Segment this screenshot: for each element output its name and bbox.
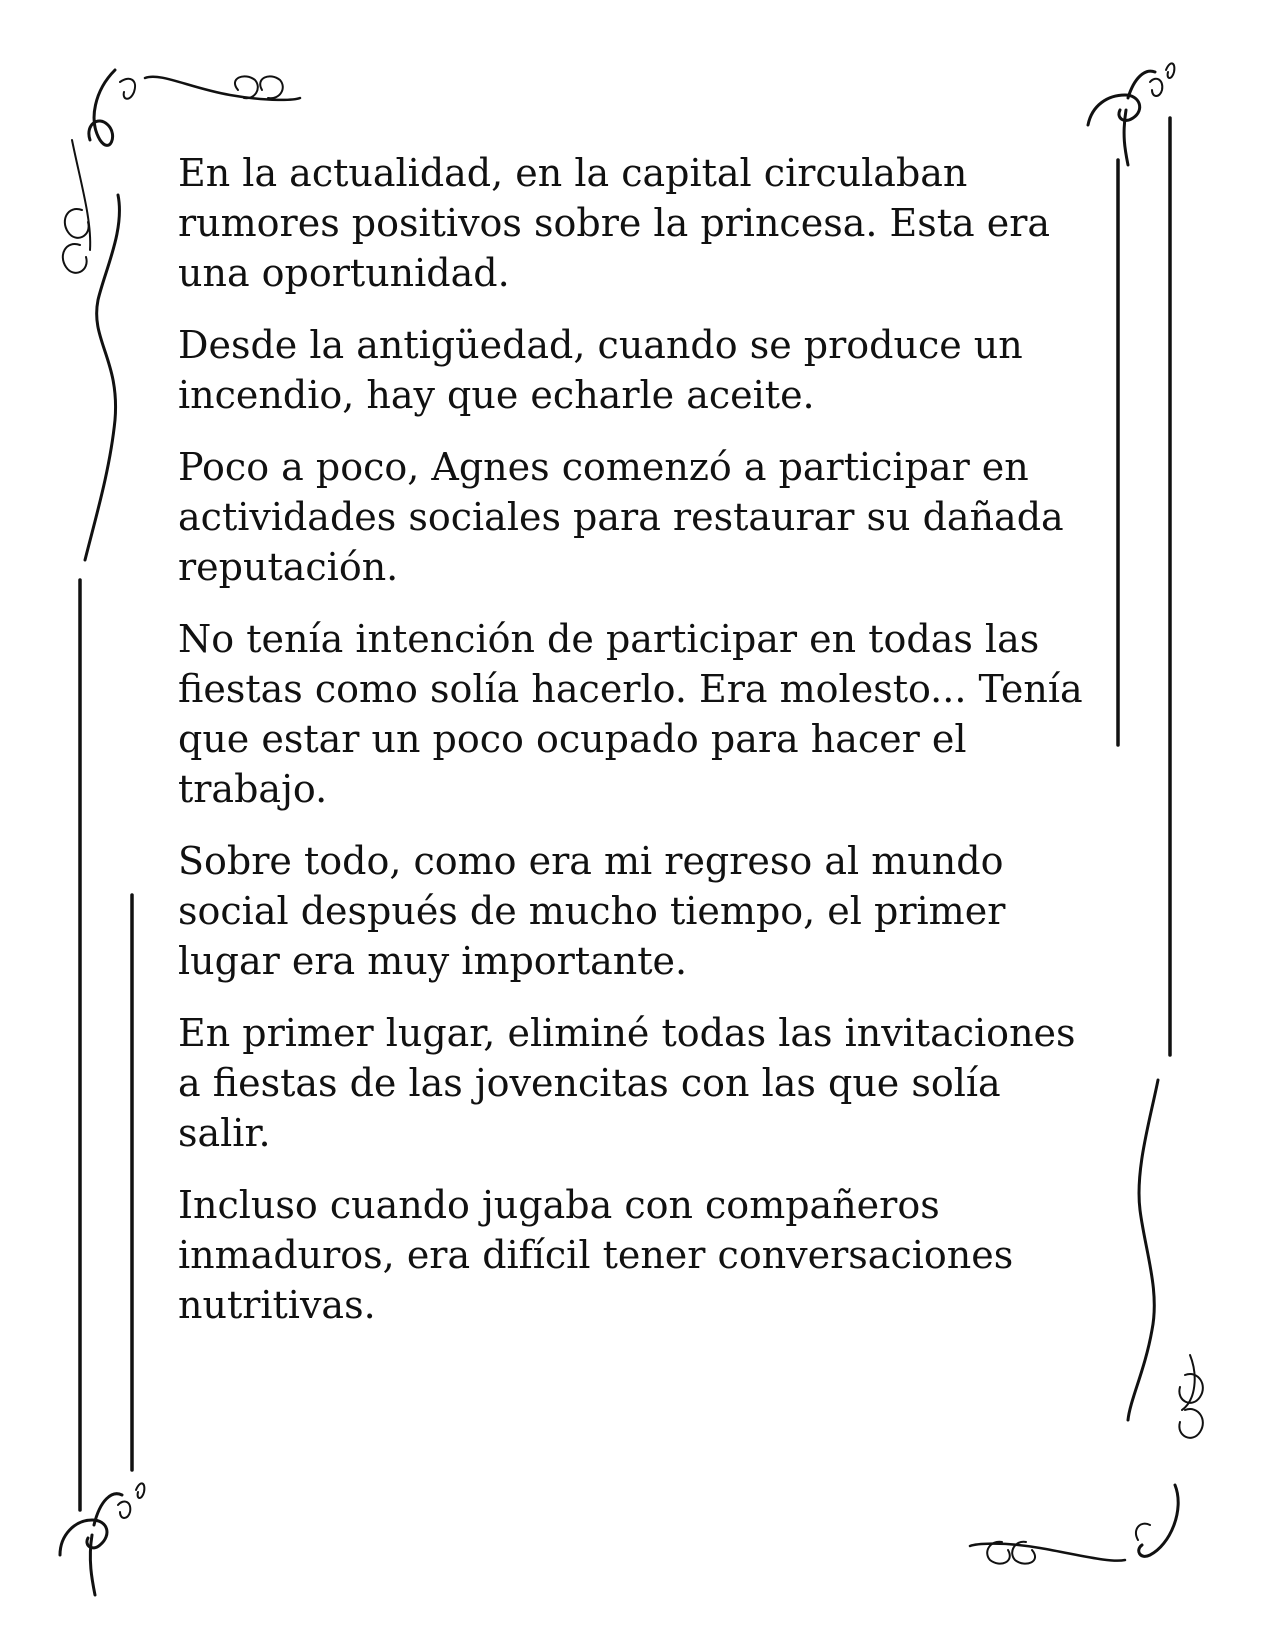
flourish-bottom-left [60, 1483, 144, 1595]
paragraph: Sobre todo, como era mi regreso al mundo social después de mucho tiempo, el primer lugar era muy importante. [178, 839, 1006, 983]
paragraph: En la actualidad, en la capital circulaban rumores positivos sobre la princesa. Esta era una oportunidad. [178, 151, 1051, 295]
paragraph: En primer lugar, eliminé todas las invitaciones a fiestas de las jovencitas con las que solía salir. [178, 1011, 1076, 1155]
paragraph: Desde la antigüedad, cuando se produce un incendio, hay que echarle aceite. [178, 323, 1023, 417]
flourish-top-right [1088, 63, 1174, 165]
paragraph: No tenía intención de participar en todas las fiestas como solía hacerlo. Era molesto... Tenía que estar un poco ocupado para hacer el trabajo. [178, 617, 1083, 811]
paragraph: Poco a poco, Agnes comenzó a participar en actividades sociales para restaurar su dañada reputación. [178, 445, 1064, 589]
page-text [178, 148, 1098, 1352]
paragraph: Incluso cuando jugaba con compañeros inmaduros, era difícil tener conversaciones nutritivas. [178, 1183, 1014, 1327]
